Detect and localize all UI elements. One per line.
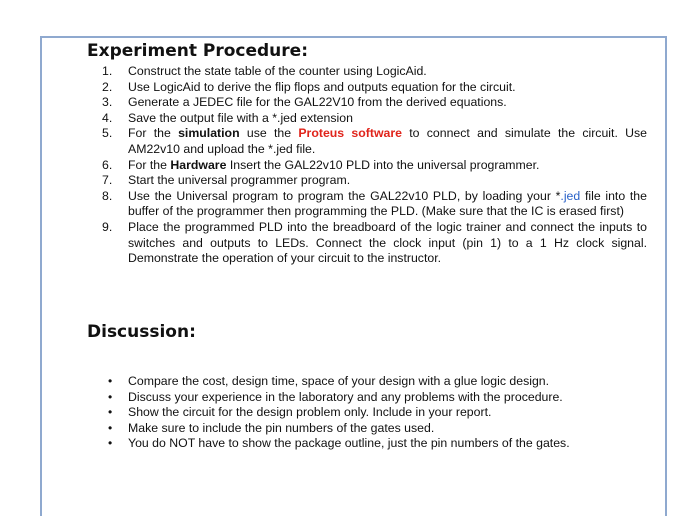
step-number: 2.: [102, 79, 113, 94]
discussion-item-text: You do NOT have to show the package outline, just the pin numbers of the gates.: [128, 436, 570, 451]
procedure-step: [102, 173, 647, 189]
procedure-step: [102, 189, 647, 220]
bullet-icon: •: [108, 436, 113, 451]
discussion-item: [108, 390, 648, 406]
step-number: 5.: [102, 126, 113, 141]
procedure-step: [102, 126, 647, 157]
discussion-item: [108, 374, 648, 390]
discussion-item-text: Show the circuit for the design problem only. Include in your report.: [128, 405, 492, 420]
discussion-list: [108, 374, 648, 452]
step-text-mid: use the: [239, 126, 299, 141]
procedure-step: [102, 158, 647, 174]
bullet-icon: •: [108, 374, 113, 388]
discussion-item-text: Make sure to include the pin numbers of the gates used.: [128, 420, 435, 435]
bullet-icon: •: [108, 405, 113, 420]
step-bold-text: Hardware: [170, 157, 227, 172]
step-text-pre: Use the Universal program to program the GAL22v10 PLD, by loading your *: [128, 188, 561, 203]
step-text: Save the output file with a *.jed extension: [128, 110, 353, 125]
step-highlight-text: Proteus software: [298, 126, 402, 141]
step-number: 1.: [102, 64, 113, 78]
procedure-step: [102, 95, 647, 111]
step-text: Generate a JEDEC file for the GAL22V10 from the derived equations.: [128, 95, 507, 110]
discussion-item: [108, 436, 648, 452]
document-page: [40, 36, 667, 516]
bullet-icon: •: [108, 420, 113, 435]
step-text-post: to connect and simulate the circuit. Use AM22v10 and upload the *.jed file.: [128, 126, 647, 156]
step-number: 6.: [102, 157, 113, 172]
procedure-step: [102, 111, 647, 127]
bullet-icon: •: [108, 389, 113, 404]
step-text: Construct the state table of the counter using LogicAid.: [128, 64, 427, 78]
step-text: Start the universal programmer program.: [128, 173, 351, 188]
procedure-step: [102, 220, 647, 267]
step-number: 8.: [102, 188, 113, 203]
step-text: Place the programmed PLD into the breadboard of the logic trainer and connect the inputs to switches and outputs to LEDs. Connect the clock input (pin 1) to a 1 Hz clock signal. Demonstrate the operation of your circuit to the instructor.: [128, 219, 647, 266]
discussion-item-text: Compare the cost, design time, space of your design with a glue logic design.: [128, 374, 550, 388]
step-bold-text: simulation: [178, 126, 240, 141]
procedure-step: [102, 80, 647, 96]
step-text-post: Insert the GAL22v10 PLD into the universal programmer.: [226, 157, 540, 172]
step-text-pre: For the: [128, 126, 179, 141]
step-number: 9.: [102, 219, 113, 234]
procedure-steps-list: [102, 64, 647, 267]
step-number: 3.: [102, 95, 113, 110]
step-number: 4.: [102, 110, 113, 125]
step-text-pre: For the: [128, 157, 171, 172]
discussion-item-text: Discuss your experience in the laboratory and any problems with the procedure.: [128, 389, 563, 404]
discussion-item: [108, 421, 648, 437]
procedure-step: [102, 64, 647, 80]
procedure-heading: Experiment Procedure:: [87, 41, 308, 61]
step-text: Use LogicAid to derive the flip flops and outputs equation for the circuit.: [128, 79, 516, 94]
step-text-post: file into the buffer of the programmer then programming the PLD. (Make sure that the IC is erased first): [128, 188, 647, 219]
step-number: 7.: [102, 173, 113, 188]
step-link-text: .jed: [560, 188, 581, 203]
discussion-item: [108, 405, 648, 421]
discussion-heading: Discussion:: [87, 322, 196, 342]
